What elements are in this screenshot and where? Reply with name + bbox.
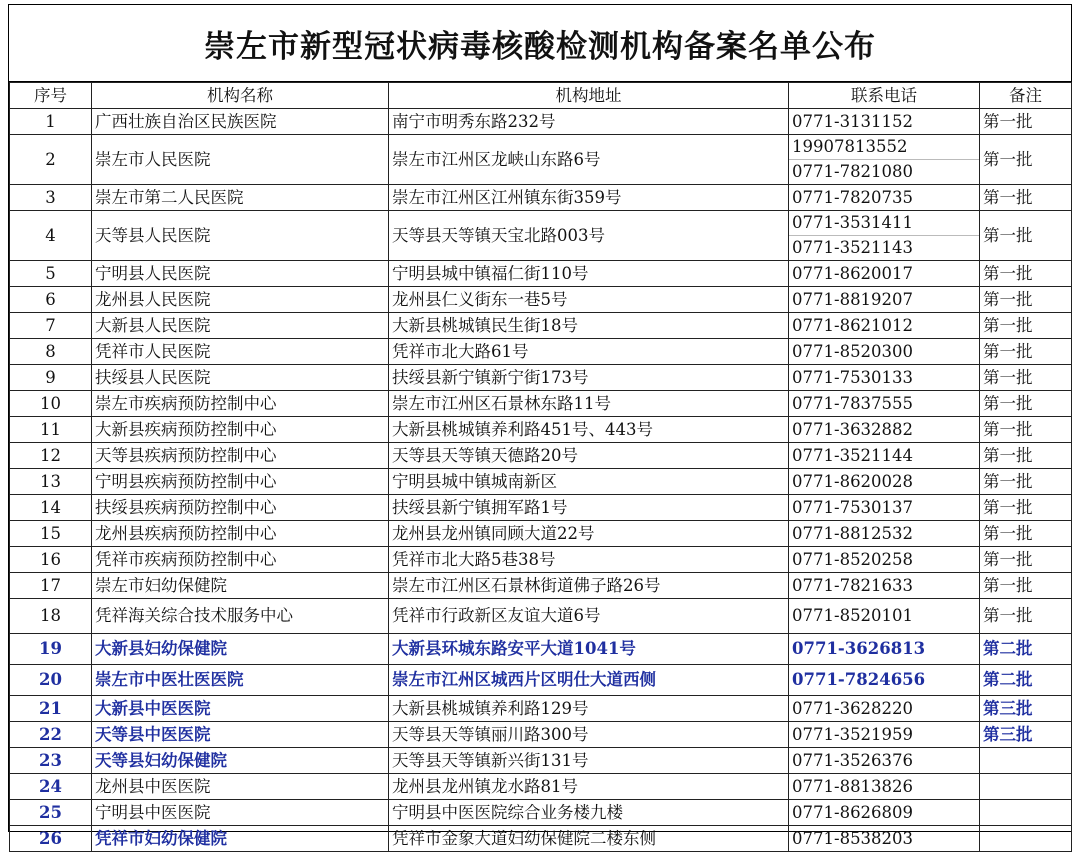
table-row bbox=[10, 443, 1072, 469]
institution-address: 大新县桃城镇民生街18号 bbox=[389, 313, 789, 339]
row-number: 17 bbox=[10, 573, 92, 599]
batch-note: 第一批 bbox=[980, 599, 1072, 634]
contact-phone: 0771-7837555 bbox=[789, 391, 980, 417]
row-number: 19 bbox=[10, 634, 92, 665]
table-row bbox=[10, 696, 1072, 722]
row-number: 5 bbox=[10, 261, 92, 287]
institution-name: 龙州县疾病预防控制中心 bbox=[92, 521, 389, 547]
contact-phone: 0771-8620017 bbox=[789, 261, 980, 287]
table-row bbox=[10, 722, 1072, 748]
institution-address: 大新县桃城镇养利路129号 bbox=[389, 696, 789, 722]
batch-note: 第一批 bbox=[980, 391, 1072, 417]
institution-name: 大新县妇幼保健院 bbox=[92, 634, 389, 665]
batch-note: 第一批 bbox=[980, 109, 1072, 135]
row-number: 6 bbox=[10, 287, 92, 313]
institution-address: 宁明县中医医院综合业务楼九楼 bbox=[389, 800, 789, 826]
batch-note: 第一批 bbox=[980, 135, 1072, 185]
batch-note: 第一批 bbox=[980, 287, 1072, 313]
table-row bbox=[10, 599, 1072, 634]
contact-phone: 0771-8812532 bbox=[789, 521, 980, 547]
contact-phone: 0771-8520300 bbox=[789, 339, 980, 365]
batch-note: 第一批 bbox=[980, 313, 1072, 339]
contact-phone: 0771-3626813 bbox=[789, 634, 980, 665]
contact-phone: 0771-7821633 bbox=[789, 573, 980, 599]
contact-phone bbox=[789, 211, 980, 261]
batch-note bbox=[980, 800, 1072, 826]
institution-address: 崇左市江州区江州镇东街359号 bbox=[389, 185, 789, 211]
contact-phone bbox=[789, 135, 980, 185]
row-number: 16 bbox=[10, 547, 92, 573]
phone-number: 0771-3521143 bbox=[792, 238, 914, 257]
table-row bbox=[10, 417, 1072, 443]
row-number: 21 bbox=[10, 696, 92, 722]
institution-address: 龙州县龙州镇同顾大道22号 bbox=[389, 521, 789, 547]
contact-phone: 0771-8626809 bbox=[789, 800, 980, 826]
institution-name: 龙州县中医医院 bbox=[92, 774, 389, 800]
row-number: 10 bbox=[10, 391, 92, 417]
institution-address: 大新县环城东路安平大道1041号 bbox=[389, 634, 789, 665]
institution-name: 崇左市第二人民医院 bbox=[92, 185, 389, 211]
row-number: 20 bbox=[10, 665, 92, 696]
row-number: 11 bbox=[10, 417, 92, 443]
batch-note: 第一批 bbox=[980, 417, 1072, 443]
institution-name: 扶绥县人民医院 bbox=[92, 365, 389, 391]
contact-phone: 0771-8520258 bbox=[789, 547, 980, 573]
institution-name: 天等县人民医院 bbox=[92, 211, 389, 261]
institution-name: 天等县疾病预防控制中心 bbox=[92, 443, 389, 469]
institution-address: 宁明县城中镇城南新区 bbox=[389, 469, 789, 495]
batch-note: 第一批 bbox=[980, 443, 1072, 469]
header-address: 机构地址 bbox=[389, 83, 789, 109]
contact-phone: 0771-7530133 bbox=[789, 365, 980, 391]
contact-phone: 0771-8813826 bbox=[789, 774, 980, 800]
institution-name: 凭祥市人民医院 bbox=[92, 339, 389, 365]
table-row bbox=[10, 748, 1072, 774]
page-title: 崇左市新型冠状病毒核酸检测机构备案名单公布 bbox=[9, 5, 1071, 82]
batch-note: 第三批 bbox=[980, 722, 1072, 748]
contact-phone: 0771-3131152 bbox=[789, 109, 980, 135]
institution-name: 凭祥市疾病预防控制中心 bbox=[92, 547, 389, 573]
institution-name: 崇左市疾病预防控制中心 bbox=[92, 391, 389, 417]
institution-address: 大新县桃城镇养利路451号、443号 bbox=[389, 417, 789, 443]
table-row bbox=[10, 469, 1072, 495]
contact-phone: 0771-3526376 bbox=[789, 748, 980, 774]
row-number: 26 bbox=[10, 826, 92, 852]
header-phone: 联系电话 bbox=[789, 83, 980, 109]
batch-note: 第一批 bbox=[980, 339, 1072, 365]
table-body bbox=[10, 109, 1072, 852]
institution-address: 凭祥市北大路61号 bbox=[389, 339, 789, 365]
table-row bbox=[10, 774, 1072, 800]
row-number: 25 bbox=[10, 800, 92, 826]
institution-name: 宁明县中医医院 bbox=[92, 800, 389, 826]
row-number: 22 bbox=[10, 722, 92, 748]
contact-phone: 0771-7820735 bbox=[789, 185, 980, 211]
row-number: 24 bbox=[10, 774, 92, 800]
row-number: 2 bbox=[10, 135, 92, 185]
institution-address: 天等县天等镇新兴街131号 bbox=[389, 748, 789, 774]
institution-address: 扶绥县新宁镇新宁街173号 bbox=[389, 365, 789, 391]
institution-address: 天等县天等镇天德路20号 bbox=[389, 443, 789, 469]
institution-address: 崇左市江州区石景林东路11号 bbox=[389, 391, 789, 417]
row-number: 12 bbox=[10, 443, 92, 469]
row-number: 8 bbox=[10, 339, 92, 365]
contact-phone: 0771-3628220 bbox=[789, 696, 980, 722]
table-row bbox=[10, 287, 1072, 313]
table-row bbox=[10, 313, 1072, 339]
table-row bbox=[10, 365, 1072, 391]
batch-note bbox=[980, 748, 1072, 774]
batch-note: 第一批 bbox=[980, 185, 1072, 211]
phone-number: 0771-7821080 bbox=[792, 162, 914, 181]
contact-phone: 0771-8520101 bbox=[789, 599, 980, 634]
contact-phone: 0771-8538203 bbox=[789, 826, 980, 852]
contact-phone: 0771-3632882 bbox=[789, 417, 980, 443]
row-number: 3 bbox=[10, 185, 92, 211]
contact-phone: 0771-8620028 bbox=[789, 469, 980, 495]
phone-number: 19907813552 bbox=[789, 135, 979, 160]
row-number: 7 bbox=[10, 313, 92, 339]
institution-address: 扶绥县新宁镇拥军路1号 bbox=[389, 495, 789, 521]
institution-name: 崇左市人民医院 bbox=[92, 135, 389, 185]
row-number: 9 bbox=[10, 365, 92, 391]
contact-phone: 0771-7530137 bbox=[789, 495, 980, 521]
institution-address: 天等县天等镇天宝北路003号 bbox=[389, 211, 789, 261]
header-name: 机构名称 bbox=[92, 83, 389, 109]
batch-note: 第一批 bbox=[980, 469, 1072, 495]
table-row bbox=[10, 109, 1072, 135]
table-row bbox=[10, 185, 1072, 211]
institution-address: 崇左市江州区城西片区明仕大道西侧 bbox=[389, 665, 789, 696]
institution-address: 南宁市明秀东路232号 bbox=[389, 109, 789, 135]
contact-phone: 0771-7824656 bbox=[789, 665, 980, 696]
table-row bbox=[10, 573, 1072, 599]
batch-note: 第一批 bbox=[980, 495, 1072, 521]
contact-phone: 0771-3521959 bbox=[789, 722, 980, 748]
header-note: 备注 bbox=[980, 83, 1072, 109]
batch-note: 第一批 bbox=[980, 261, 1072, 287]
row-number: 13 bbox=[10, 469, 92, 495]
document-sheet bbox=[8, 4, 1072, 848]
institution-address: 凭祥市北大路5巷38号 bbox=[389, 547, 789, 573]
phone-number: 0771-3531411 bbox=[789, 211, 979, 236]
institution-name: 凭祥海关综合技术服务中心 bbox=[92, 599, 389, 634]
batch-note bbox=[980, 774, 1072, 800]
row-number: 14 bbox=[10, 495, 92, 521]
institution-name: 广西壮族自治区民族医院 bbox=[92, 109, 389, 135]
table-row bbox=[10, 547, 1072, 573]
table-row bbox=[10, 391, 1072, 417]
institution-name: 宁明县疾病预防控制中心 bbox=[92, 469, 389, 495]
institution-name: 龙州县人民医院 bbox=[92, 287, 389, 313]
row-number: 18 bbox=[10, 599, 92, 634]
table-row bbox=[10, 800, 1072, 826]
row-number: 23 bbox=[10, 748, 92, 774]
institution-address: 龙州县龙州镇龙水路81号 bbox=[389, 774, 789, 800]
institution-address: 凭祥市金象大道妇幼保健院二楼东侧 bbox=[389, 826, 789, 852]
institution-address: 龙州县仁义街东一巷5号 bbox=[389, 287, 789, 313]
institution-name: 扶绥县疾病预防控制中心 bbox=[92, 495, 389, 521]
institution-name: 大新县中医医院 bbox=[92, 696, 389, 722]
institution-address: 崇左市江州区龙峡山东路6号 bbox=[389, 135, 789, 185]
contact-phone: 0771-8819207 bbox=[789, 287, 980, 313]
institution-address: 崇左市江州区石景林街道佛子路26号 bbox=[389, 573, 789, 599]
institution-name: 凭祥市妇幼保健院 bbox=[92, 826, 389, 852]
institution-address: 宁明县城中镇福仁街110号 bbox=[389, 261, 789, 287]
institution-name: 天等县中医医院 bbox=[92, 722, 389, 748]
contact-phone: 0771-8621012 bbox=[789, 313, 980, 339]
table-row bbox=[10, 211, 1072, 261]
table-row bbox=[10, 135, 1072, 185]
institution-address: 凭祥市行政新区友谊大道6号 bbox=[389, 599, 789, 634]
institution-name: 大新县疾病预防控制中心 bbox=[92, 417, 389, 443]
table-row bbox=[10, 339, 1072, 365]
table-row bbox=[10, 634, 1072, 665]
batch-note: 第一批 bbox=[980, 547, 1072, 573]
batch-note: 第二批 bbox=[980, 665, 1072, 696]
institution-name: 天等县妇幼保健院 bbox=[92, 748, 389, 774]
table-row bbox=[10, 261, 1072, 287]
batch-note: 第一批 bbox=[980, 521, 1072, 547]
header-row bbox=[10, 83, 1072, 109]
table-row bbox=[10, 495, 1072, 521]
contact-phone: 0771-3521144 bbox=[789, 443, 980, 469]
batch-note: 第一批 bbox=[980, 365, 1072, 391]
batch-note: 第二批 bbox=[980, 634, 1072, 665]
batch-note bbox=[980, 826, 1072, 852]
institution-name: 大新县人民医院 bbox=[92, 313, 389, 339]
batch-note: 第一批 bbox=[980, 573, 1072, 599]
institution-name: 崇左市中医壮医医院 bbox=[92, 665, 389, 696]
table-row bbox=[10, 826, 1072, 852]
table-row bbox=[10, 521, 1072, 547]
institution-address: 天等县天等镇丽川路300号 bbox=[389, 722, 789, 748]
batch-note: 第一批 bbox=[980, 211, 1072, 261]
row-number: 1 bbox=[10, 109, 92, 135]
institution-table bbox=[9, 82, 1072, 852]
institution-name: 宁明县人民医院 bbox=[92, 261, 389, 287]
batch-note: 第三批 bbox=[980, 696, 1072, 722]
table-row bbox=[10, 665, 1072, 696]
row-number: 15 bbox=[10, 521, 92, 547]
header-no: 序号 bbox=[10, 83, 92, 109]
row-number: 4 bbox=[10, 211, 92, 261]
institution-name: 崇左市妇幼保健院 bbox=[92, 573, 389, 599]
